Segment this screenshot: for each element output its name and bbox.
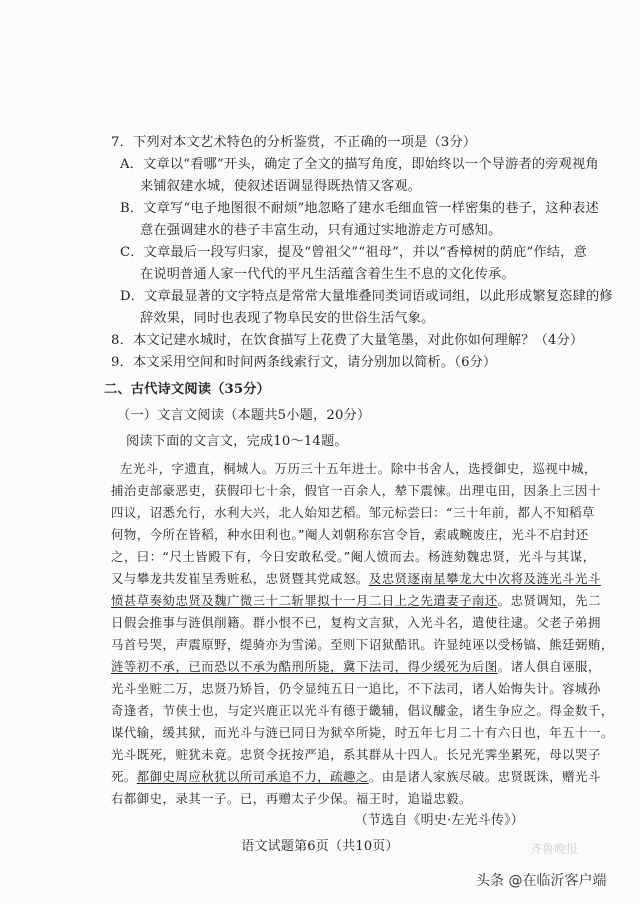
passage-line	[111, 658, 601, 676]
question-7-title: 7．下列对本文艺术特色的分析鉴赏，不正确的一项是（3分）	[111, 135, 477, 150]
instruction: 阅读下面的文言文，完成10～14题。	[126, 434, 348, 449]
passage-line	[111, 570, 601, 588]
passage-line: 光斗既死，赃犹未竟。忠贤令抚按严追，系其群从十四人。长兄光霁坐累死，母以哭子	[111, 747, 601, 762]
question-8: 8．本文记建水城时，在饮食描写上花费了大量笔墨，对此你如何理解？（4分）	[111, 333, 584, 348]
passage-line: 日假会推事与涟俱削籍。群小恨不已，复构文言狱，入光斗名，遣使往逮。父老子弟拥	[111, 615, 601, 630]
passage-text: 。忠贤调知，先二	[497, 593, 601, 608]
section-heading: 二、古代诗文阅读（35分）	[104, 382, 271, 397]
passage-line: 谋代输，缓其狱，而光斗与涟已同日为狱卒所毙，时五年七月二十有六日也，年五十一。	[111, 725, 614, 740]
question-7-option-b-cont: 意在强调建水的巷子丰富生动，只有通过实地游走方可感知。	[140, 223, 502, 238]
page-footer: 语文试题第6页（共10页）	[241, 839, 399, 854]
question-7-option-d-cont: 辞效果，同时也表现了物阜民安的世俗生活气象。	[140, 311, 435, 326]
question-7-option-b: B．文章写“电子地图很不耐烦”地忽略了建水毛细血管一样密集的巷子，这种表述	[120, 201, 599, 216]
passage-source: （节选自《明史·左光斗传》）	[354, 813, 524, 828]
question-7-option-d: D．文章最显著的文字特点是常常大量堆叠同类词语或词组，以此形成繁复恣肆的修	[120, 289, 613, 304]
passage-line: 奇逢者，节侠士也，与定兴鹿正以光斗有德于畿辅，倡议醵金，诸生争应之。得金数千，	[111, 703, 614, 718]
underlined-sentence: 涟等初不承，已而恐以不承为酷刑所毙，冀下法司，得少缓死为后图	[111, 659, 498, 674]
passage-line: 马首号哭，声震原野，缇骑亦为雪涕。至则下诏狱酷讯。许显纯诬以受杨镐、熊廷弼贿，	[111, 637, 614, 652]
passage-line: 右都御史，录其一子。已，再赠太子少保。福王时，追谥忠毅。	[111, 791, 472, 806]
underlined-sentence: 及忠贤逐南星攀龙大中次将及涟光斗光斗	[368, 571, 601, 586]
subsection-heading: （一）文言文阅读（本题共5小题，20分）	[117, 408, 371, 423]
passage-line: 光斗坐赃二万，忠贤乃矫旨，仍令显纯五日一追比，不下法司，诸人始悔失计。容城孙	[111, 681, 601, 696]
passage-line	[111, 592, 601, 610]
question-7-option-a: A．文章以“看哪”开头，确定了全文的描写角度，即始终以一个导游者的旁观视角	[120, 157, 599, 172]
question-7-option-c-cont: 在说明普通人家一代代的平凡生活蕴含着生生不息的文化传承。	[140, 267, 515, 282]
passage-line: 左光斗，字遗直，桐城人。万历三十五年进士。除中书舍人，选授御史，巡视中城，	[120, 461, 597, 476]
underlined-sentence: 都御史周应秋犹以所司承追不力，疏趣之	[136, 769, 369, 784]
passage-line: 四议，诏悉允行，水利大兴，北人始知艺稻。邹元标尝曰：“三十年前，都人不知稻草	[111, 505, 595, 520]
passage-line: 捕治吏部豪恶吏，获假印七十余，假官一百余人，辇下震悚。出理屯田，因条上三因十	[111, 483, 601, 498]
toutiao-watermark: 头条 @在临沂客户端	[476, 873, 607, 889]
question-9: 9．本文采用空间和时间两条线索行文，请分别加以简析。（6分）	[111, 355, 497, 370]
passage-text: 又与攀龙共发崔呈秀赃私，忠贤暨其党咸怒。	[111, 571, 369, 586]
underlined-sentence: 愤甚草奏劾忠贤及魏广微三十二斩罪拟十一月二日上之先遣妻子南还	[111, 593, 498, 608]
passage-line: 何物，今所在皆稻，种水田利也。”阉人刘朝称东宫令旨，索戚畹废庄，光斗不启封还	[111, 527, 589, 542]
passage-text: 死。	[111, 769, 137, 784]
question-7-option-c: C．文章最后一段写归家，提及“曾祖父”“祖母”，并以“香樟树的荫庇”作结，意	[120, 245, 587, 260]
faint-watermark: 齐鲁晚报	[530, 842, 579, 856]
passage-text: 。诸人俱自诬服，	[497, 659, 601, 674]
question-7-option-a-cont: 来铺叙建水城，使叙述语调显得既热情又客观。	[140, 179, 422, 194]
passage-line	[111, 768, 601, 786]
passage-line: 之，曰：“尺土皆殿下有，今日安敢私受。”阉人愤而去。杨涟劾魏忠贤，光斗与其谋，	[111, 549, 596, 564]
passage-text: 。由是诸人家族尽破。忠贤既诛，赠光斗	[368, 769, 601, 784]
